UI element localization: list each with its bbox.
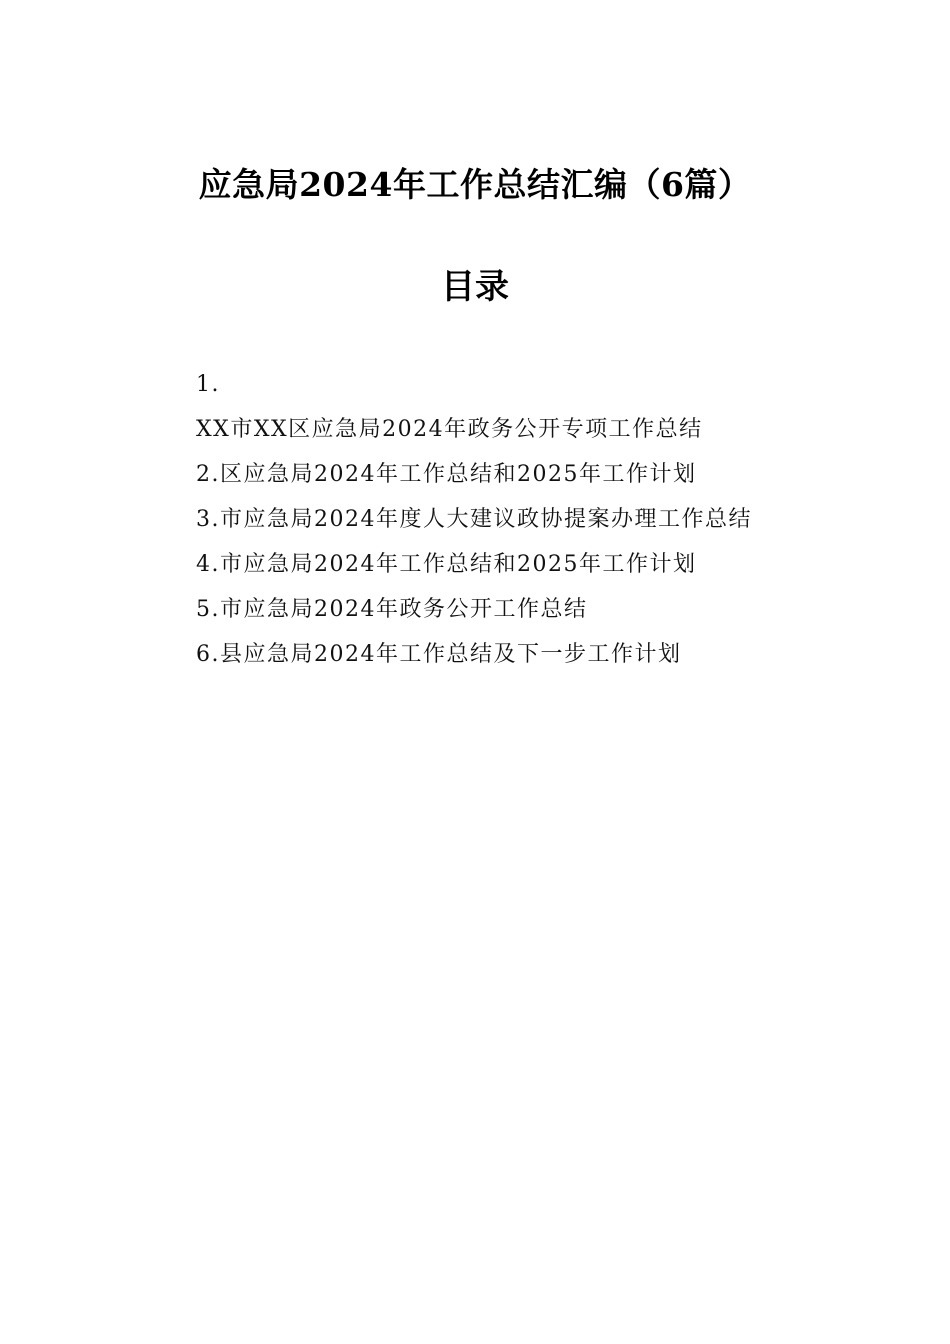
toc-item-1-title: XX市XX区应急局2024年政务公开专项工作总结: [196, 417, 703, 442]
toc-item-3: 3.市应急局2024年度人大建议政协提案办理工作总结: [196, 507, 752, 532]
document-title: 应急局2024年工作总结汇编（6篇）: [198, 165, 752, 204]
toc-item-5: 5.市应急局2024年政务公开工作总结: [196, 597, 588, 622]
toc-item-2: 2.区应急局2024年工作总结和2025年工作计划: [196, 462, 697, 487]
toc-item-1-number: 1.: [196, 372, 220, 397]
toc-heading: 目录: [441, 267, 509, 307]
toc-item-4: 4.市应急局2024年工作总结和2025年工作计划: [196, 552, 697, 577]
toc-item-6: 6.县应急局2024年工作总结及下一步工作计划: [196, 642, 682, 667]
table-of-contents: [196, 362, 836, 677]
